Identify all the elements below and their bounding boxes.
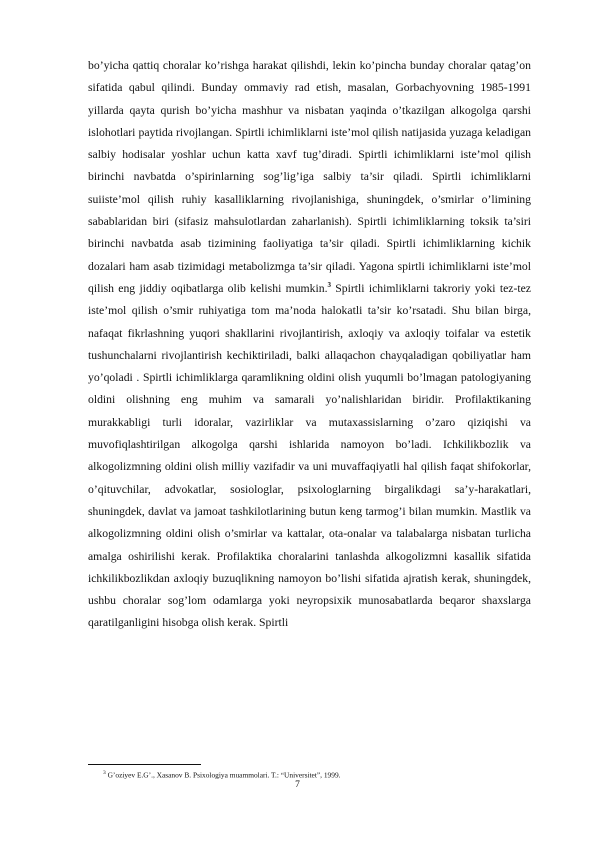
paragraph-text-part1: bo’yicha qattiq choralar ko’rishga harakat qilishdi, lekin ko’pincha bunday choralar qatag’on sifatida qabul qilindi. Bunday ommaviy rad etish, masalan, Gorbachyovning 1985-1991 yillarda qayta qurish bo’yicha mashhur va nisbatan yaqinda o’tkazilgan alkogolga qarshi islohotlari paytida rivojlangan. Spirtli ichimliklarni iste’mol qilish natijasida yuzaga keladigan salbiy hodisalar yoshlar uchun katta xavf tug’diradi. Spirtli ichimliklarni iste’mol qilish birinchi navbatda o’spirinlarning sog’lig’iga salbiy ta’sir qiladi. Spirtli ichimliklarni suiiste’mol qilish ruhiy kasalliklarning rivojlanishiga, shuningdek, o’smirlar o’limining sabablaridan biri (sifasiz mahsulotlardan zaharlanish). Spirtli ichimliklarning toksik ta’siri birinchi navbatda asab tizimining faoliyatiga ta’sir qiladi. Spirtli ichimliklarning kichik dozalari ham asab tizimidagi metabolizmga ta’sir qiladi. Yagona spirtli ichimliklarni iste’mol qilish eng jiddiy oqibatlarga olib kelishi mumkin. bbox=[88, 59, 531, 295]
footnote bbox=[103, 768, 533, 780]
paragraph-text-part2: Spirtli ichimliklarni takroriy yoki tez-tez iste’mol qilish o’smir ruhiyatiga tom ma’noda halokatli ta’sir ko’rsatadi. Shu bilan birga, nafaqat fikrlashning yuqori shakllarini rivojlantirish, axloqiy va axloqiy toifalar va estetik tushunchalarni rivojlantirish kechiktiriladi, balki allaqachon chayqaladigan qobiliyatlar ham yo’qoladi . Spirtli ichimliklarga qaramlikning oldini olish yuqumli bo’lmagan patologiyaning oldini olishning eng muhim va samarali yo’nalishlaridan biridir. Profilaktikaning murakkabligi turli idoralar, vazirliklar va mutaxassislarning o’zaro qiziqishi va muvofiqlashtirilgan alkogolga qarshi ishlarida namoyon bo’ladi. Ichkilikbozlik va alkogolizmning oldini olish milliy vazifadir va uni muvaffaqiyatli hal qilish faqat shifokorlar, o’qituvchilar, advokatlar, sosiologlar, psixologlarning birgalikdagi sa’y-harakatlari, shuningdek, davlat va jamoat tashkilotlarining butun keng tarmog’i bilan mumkin. Mastlik va alkogolizmning oldini olish o’smirlar va kattalar, ota-onalar va talabalarga nisbatan turlicha amalga oshirilishi kerak. Profilaktika choralarini tanlashda alkogolizmni kasallik sifatida ichkilikbozlikdan axloqiy buzuqlikning namoyon bo’lishi sifatida ajratish kerak, shuningdek, ushbu choralar sog’lom odamlarga yoki neyropsixik munosabatlarda beqaror shaxslarga qaratilganligini hisobga olish kerak. Spirtli bbox=[88, 281, 531, 630]
footnote-text: G’oziyev E.G’., Xasanov B. Psixologiya muammolari. T.: “Universitet”, 1999. bbox=[105, 770, 341, 780]
footnote-marker: 3 bbox=[103, 770, 106, 776]
body-paragraph bbox=[88, 55, 531, 635]
footnote-reference[interactable]: 3 bbox=[327, 281, 331, 290]
footnote-separator bbox=[88, 764, 201, 765]
page-number: 7 bbox=[295, 780, 300, 790]
